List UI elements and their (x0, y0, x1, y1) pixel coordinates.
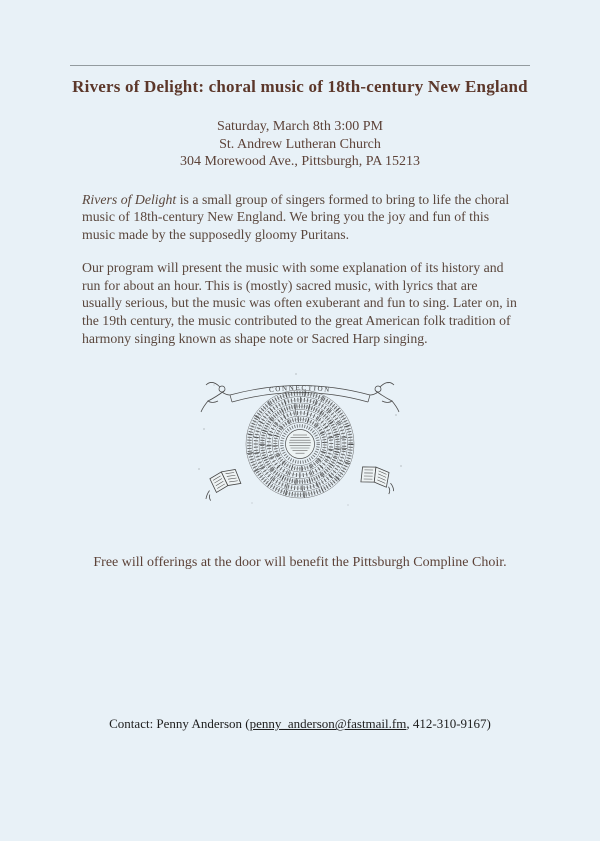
event-details (70, 118, 530, 171)
flyer-page (0, 65, 600, 841)
top-divider (70, 65, 530, 66)
event-venue: St. Andrew Lutheran Church (219, 136, 381, 152)
engraving-figure (70, 371, 530, 511)
page-title: Rivers of Delight: choral music of 18th-century New England (72, 77, 528, 96)
event-address: 304 Morewood Ave., Pittsburgh, PA 15213 (179, 154, 421, 169)
paragraph-about-group (82, 191, 518, 244)
circular-canon-engraving (192, 371, 408, 511)
center-medallion (286, 430, 315, 459)
paragraph-about-group-text: is a small group of singers formed to bring to life the choral music of 18th-century New England. We bring you the joy and fun of this music made by the supposedly gloomy Puritans. (82, 191, 510, 242)
cherub-right-icon (370, 383, 399, 413)
contact-line (70, 716, 530, 732)
contact-suffix: , 412-310-9167) (406, 716, 491, 732)
songbook-right-icon (358, 464, 398, 495)
cherub-left-icon (201, 383, 230, 413)
notation-rings (246, 390, 354, 498)
offering-note: Free will offerings at the door will benefit the Pittsburgh Compline Choir. (93, 555, 507, 571)
banner-text: CONNECTION (268, 384, 332, 395)
paragraph-program: Our program will present the music with some explanation of its history and run for about an hour. This is (mostly) sacred music, with lyrics that are usually serious, but the music was often exuberant and fun to sing. Later on, in the 19th century, the music contributed to the great American folk tradition of harmony singing known as shape note or Sacred Harp singing. (82, 260, 517, 346)
contact-prefix: Contact: Penny Anderson ( (109, 716, 250, 732)
event-datetime: Saturday, March 8th 3:00 PM (217, 119, 383, 134)
group-name-italic: Rivers of Delight (82, 191, 177, 207)
songbook-left-icon (199, 468, 243, 503)
contact-email-link[interactable]: penny_anderson@fastmail.fm (249, 716, 407, 732)
